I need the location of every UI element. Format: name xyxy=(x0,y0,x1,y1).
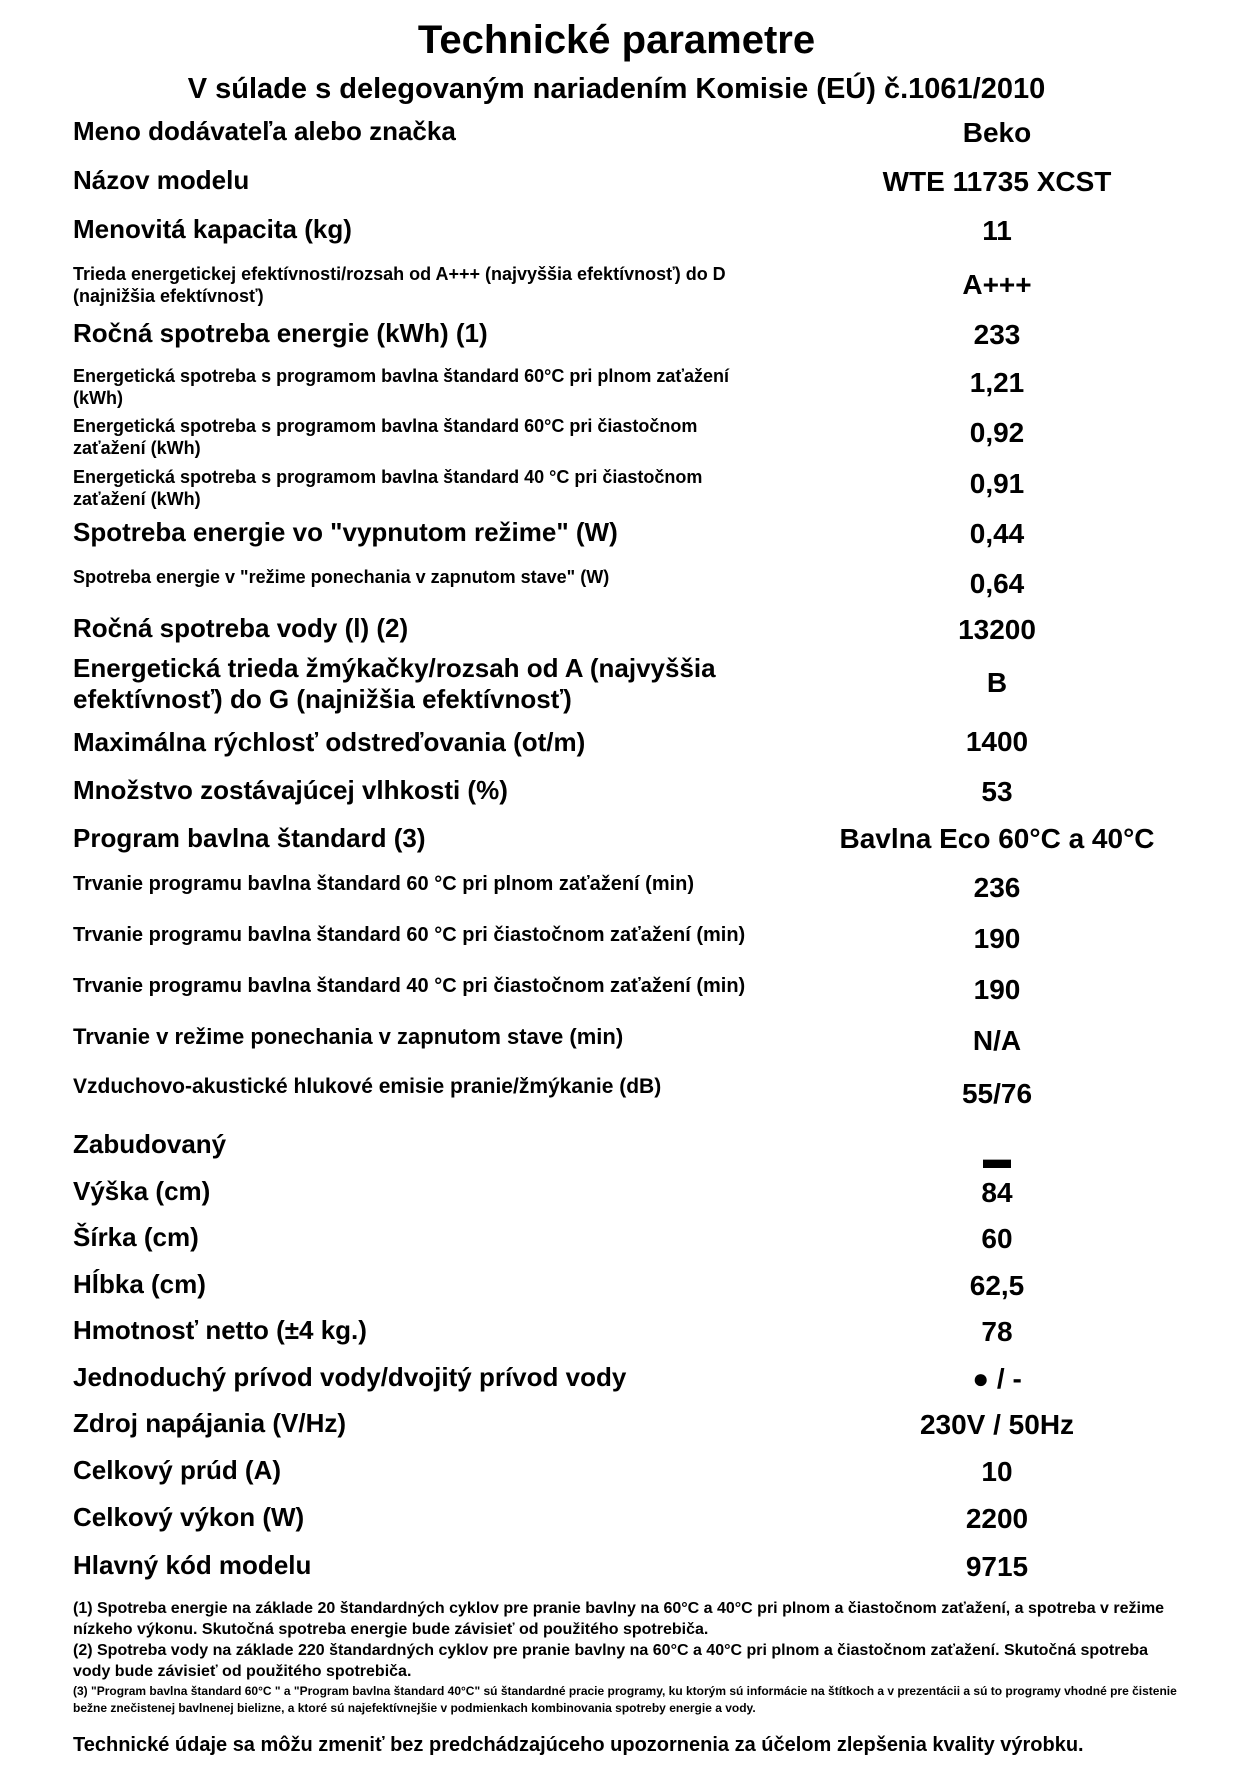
spec-label: Trieda energetickej efektívnosti/rozsah od A+++ (najvyššia efektívnosť) do D (najnižšia efektívnosť) xyxy=(73,264,726,306)
spec-value: 0,91 xyxy=(969,468,1025,499)
spec-value: 60 xyxy=(981,1223,1013,1254)
spec-label: Zabudovaný xyxy=(73,1129,227,1159)
spec-label: Trvanie programu bavlna štandard 40 °C pri čiastočnom zaťažení (min) xyxy=(73,975,746,997)
spec-label: Program bavlna štandard (3) xyxy=(73,823,426,853)
spec-label: Jednoduchý prívod vody/dvojitý prívod vody xyxy=(73,1362,627,1392)
spec-label: Hmotnosť netto (±4 kg.) xyxy=(73,1315,367,1345)
footnote-3: (3) "Program bavlna štandard 60°C " a "Program bavlna štandard 40°C" sú štandardné pracie programy, ku ktorým sú informácie na štítkoch a v prezentácii a sú to programy vhodné pre čistenie bežne znečistenej bavlnenej bielizne, a ktoré sú najefektívnejšie v podmienkach kombinovania spotreby energie a vody. xyxy=(73,1684,1177,1715)
spec-label: Celkový výkon (W) xyxy=(73,1502,305,1532)
spec-value: 1400 xyxy=(965,726,1029,757)
spec-label: Trvanie v režime ponechania v zapnutom stave (min) xyxy=(73,1024,624,1049)
spec-value: N/A xyxy=(972,1025,1022,1056)
spec-value: 190 xyxy=(973,974,1021,1005)
spec-value: 9715 xyxy=(965,1551,1029,1582)
spec-value: 11 xyxy=(982,215,1012,246)
spec-value: 84 xyxy=(981,1177,1013,1208)
spec-value: 78 xyxy=(981,1316,1013,1347)
spec-value: 190 xyxy=(973,923,1021,954)
spec-value: 10 xyxy=(981,1456,1013,1487)
spec-value: 230V / 50Hz xyxy=(919,1409,1075,1440)
spec-label: Trvanie programu bavlna štandard 60 °C pri čiastočnom zaťažení (min) xyxy=(73,924,746,946)
spec-value: 62,5 xyxy=(969,1270,1025,1301)
spec-label: Šírka (cm) xyxy=(73,1222,199,1252)
spec-value: ▬ xyxy=(983,1143,1011,1174)
spec-label: Množstvo zostávajúcej vlhkosti (%) xyxy=(73,775,508,805)
spec-value: 1,21 xyxy=(969,367,1025,398)
spec-label: Menovitá kapacita (kg) xyxy=(73,214,352,244)
spec-label: Energetická spotreba s programom bavlna štandard 60°C pri čiastočnom zaťažení (kWh) xyxy=(73,416,698,458)
spec-value: A+++ xyxy=(962,269,1032,300)
spec-value: 236 xyxy=(973,872,1021,903)
spec-value: Beko xyxy=(962,117,1032,148)
spec-label: Spotreba energie v "režime ponechania v zapnutom stave" (W) xyxy=(73,567,610,587)
spec-label: Trvanie programu bavlna štandard 60 °C pri plnom zaťažení (min) xyxy=(73,873,695,895)
spec-label: Energetická spotreba s programom bavlna štandard 60°C pri plnom zaťažení (kWh) xyxy=(73,366,729,408)
spec-value: ● / - xyxy=(972,1363,1022,1394)
spec-value: B xyxy=(986,667,1008,698)
spec-value: 0,64 xyxy=(969,568,1025,599)
spec-value: 55/76 xyxy=(961,1078,1033,1109)
spec-label: Energetická trieda žmýkačky/rozsah od A (najvyššia efektívnosť) do G (najnižšia efektívnosť) xyxy=(73,653,716,715)
spec-value: 13200 xyxy=(958,614,1036,645)
spec-label: Názov modelu xyxy=(73,165,250,195)
footnotes xyxy=(73,1598,1183,1717)
spec-value: 233 xyxy=(973,319,1021,350)
spec-label: Spotreba energie vo "vypnutom režime" (W) xyxy=(73,517,618,547)
spec-value: 2200 xyxy=(965,1503,1029,1534)
page-subtitle: V súlade s delegovaným nariadením Komisie (EÚ) č.1061/2010 xyxy=(187,73,1046,105)
spec-label: Ročná spotreba vody (l) (2) xyxy=(73,613,409,643)
spec-label: Vzduchovo-akustické hlukové emisie pranie/žmýkanie (dB) xyxy=(73,1075,662,1098)
spec-label: Hĺbka (cm) xyxy=(73,1269,206,1299)
spec-label: Meno dodávateľa alebo značka xyxy=(73,116,456,146)
footnote-2: (2) Spotreba vody na základe 220 štandardných cyklov pre pranie bavlny na 60°C a 40°C pri plnom a čiastočnom zaťažení. Skutočná spotreba vody bude závisieť od použitého spotrebiča. xyxy=(73,1642,1149,1680)
spec-label: Hlavný kód modelu xyxy=(73,1550,312,1580)
disclaimer: Technické údaje sa môžu zmeniť bez predchádzajúceho upozornenia za účelom zlepšenia kvality výrobku. xyxy=(73,1734,1084,1756)
spec-value: WTE 11735 XCST xyxy=(882,166,1112,197)
page-title: Technické parametre xyxy=(417,18,816,62)
spec-value: Bavlna Eco 60°C a 40°C xyxy=(839,823,1155,854)
spec-label: Maximálna rýchlosť odstreďovania (ot/m) xyxy=(73,727,586,757)
spec-label: Celkový prúd (A) xyxy=(73,1455,282,1485)
spec-value: 53 xyxy=(981,776,1013,807)
spec-value: 0,92 xyxy=(969,417,1025,448)
spec-label: Ročná spotreba energie (kWh) (1) xyxy=(73,318,488,348)
spec-label: Energetická spotreba s programom bavlna štandard 40 °C pri čiastočnom zaťažení (kWh) xyxy=(73,467,703,509)
spec-label: Zdroj napájania (V/Hz) xyxy=(73,1408,347,1438)
spec-value: 0,44 xyxy=(969,518,1025,549)
footnote-1: (1) Spotreba energie na základe 20 štandardných cyklov pre pranie bavlny na 60°C a 40°C pri plnom a čiastočnom zaťažení, a spotreba v režime nízkeho výkonu. Skutočná spotreba energie bude závisieť od použitého spotrebiča. xyxy=(73,1600,1165,1638)
spec-label: Výška (cm) xyxy=(73,1176,211,1206)
